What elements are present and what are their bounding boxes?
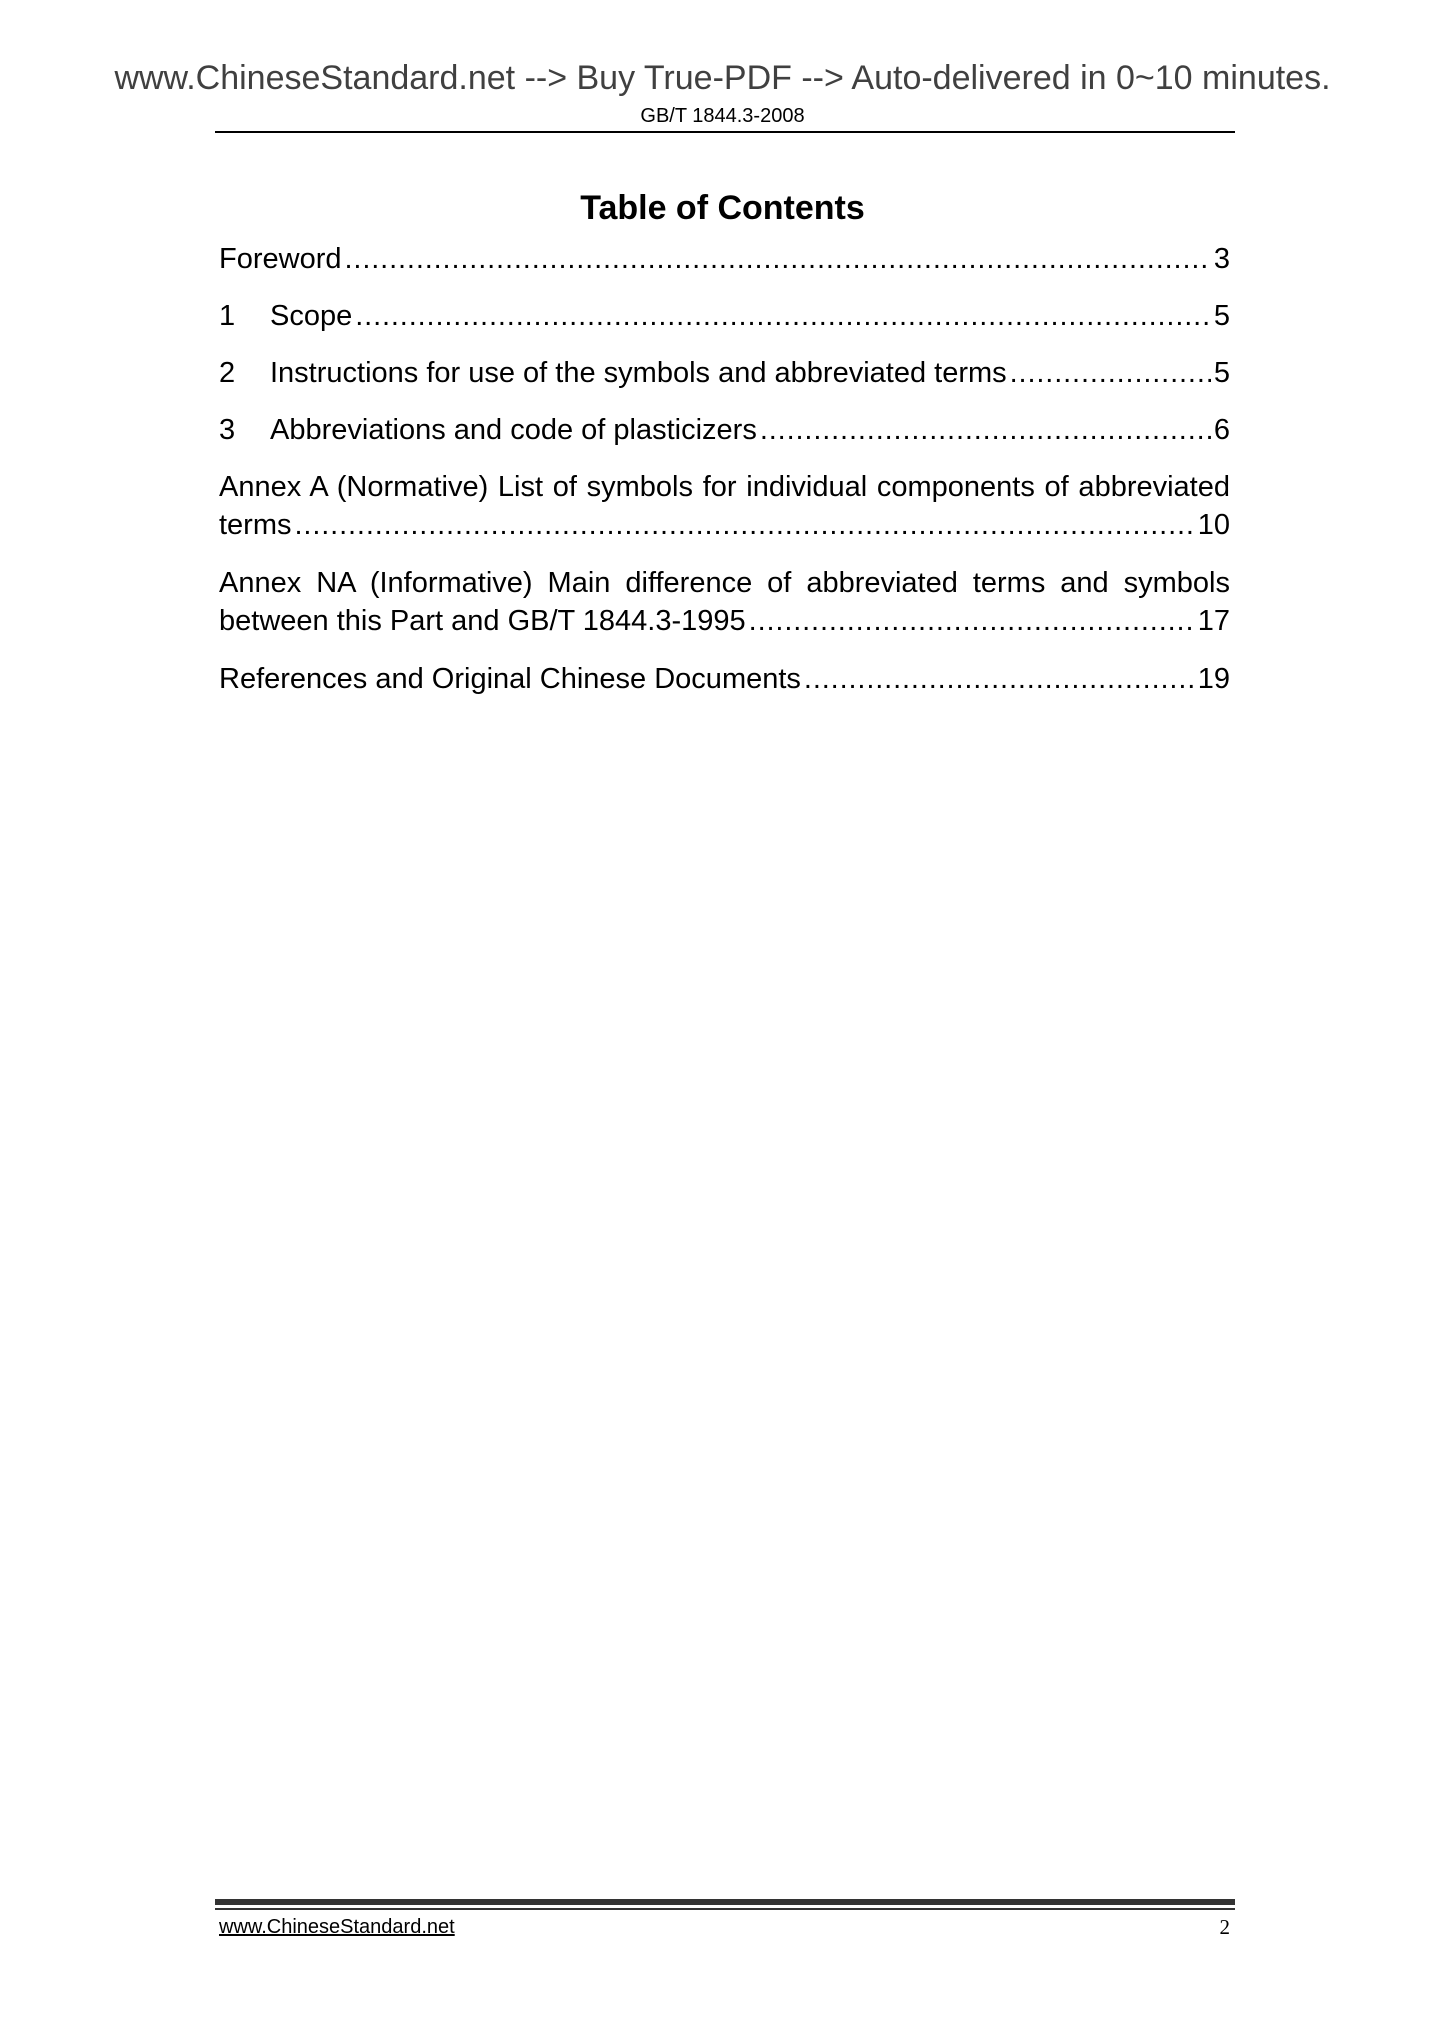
- footer-divider-thick: [215, 1899, 1235, 1905]
- toc-entry-page: 17: [1197, 605, 1230, 637]
- toc-entry-foreword[interactable]: [219, 240, 1230, 278]
- toc-entry-label: Instructions for use of the symbols and abbreviated terms: [270, 357, 1007, 389]
- toc-entry-number: 2: [219, 357, 236, 389]
- toc-entry-label-line2: between this Part and GB/T 1844.3-1995: [219, 605, 746, 637]
- dot-leader: [804, 660, 1195, 698]
- toc-entry-number: 3: [219, 414, 236, 446]
- toc-entry-label-line2: terms: [219, 509, 292, 541]
- dot-leader: [355, 297, 1211, 335]
- header-divider: [215, 131, 1235, 133]
- dot-leader: [760, 411, 1211, 449]
- toc-entry-page: 19: [1197, 663, 1230, 695]
- toc-entry-page: 10: [1197, 509, 1230, 541]
- toc-entry-label: References and Original Chinese Documents: [219, 663, 801, 695]
- toc-title: Table of Contents: [580, 189, 865, 227]
- toc-entry-annex-a[interactable]: [219, 468, 1230, 544]
- standard-code: GB/T 1844.3-2008: [640, 105, 805, 127]
- toc-entry-label-line1: Annex NA (Informative) Main difference of abbreviated terms and symbols: [219, 567, 1230, 599]
- dot-leader: [1010, 354, 1211, 392]
- toc-entry-page: 5: [1213, 357, 1230, 389]
- footer-page-number: 2: [1219, 1915, 1230, 1939]
- footer-divider-thin: [215, 1908, 1235, 1910]
- toc-entry-page: 3: [1213, 243, 1230, 275]
- toc-entry-instructions[interactable]: [219, 354, 1230, 392]
- dot-leader: [295, 506, 1195, 544]
- toc-entry-page: 5: [1213, 300, 1230, 332]
- site-banner: www.ChineseStandard.net --> Buy True-PDF --> Auto-delivered in 0~10 minutes.: [114, 59, 1331, 97]
- footer-site-link[interactable]: www.ChineseStandard.net: [219, 1916, 455, 1938]
- toc-entry-label-line1: Annex A (Normative) List of symbols for individual components of abbreviated: [219, 471, 1230, 503]
- toc-entry-references[interactable]: [219, 660, 1230, 698]
- toc-entry-label: Abbreviations and code of plasticizers: [270, 414, 757, 446]
- toc-entry-annex-na[interactable]: [219, 564, 1230, 640]
- toc-entry-page: 6: [1213, 414, 1230, 446]
- toc-entry-number: 1: [219, 300, 236, 332]
- toc-entry-label: Scope: [270, 300, 353, 332]
- dot-leader: [345, 240, 1211, 278]
- toc-entry-abbreviations[interactable]: [219, 411, 1230, 449]
- toc-entry-label: Foreword: [219, 243, 342, 275]
- dot-leader: [749, 602, 1195, 640]
- toc-entry-scope[interactable]: [219, 297, 1230, 335]
